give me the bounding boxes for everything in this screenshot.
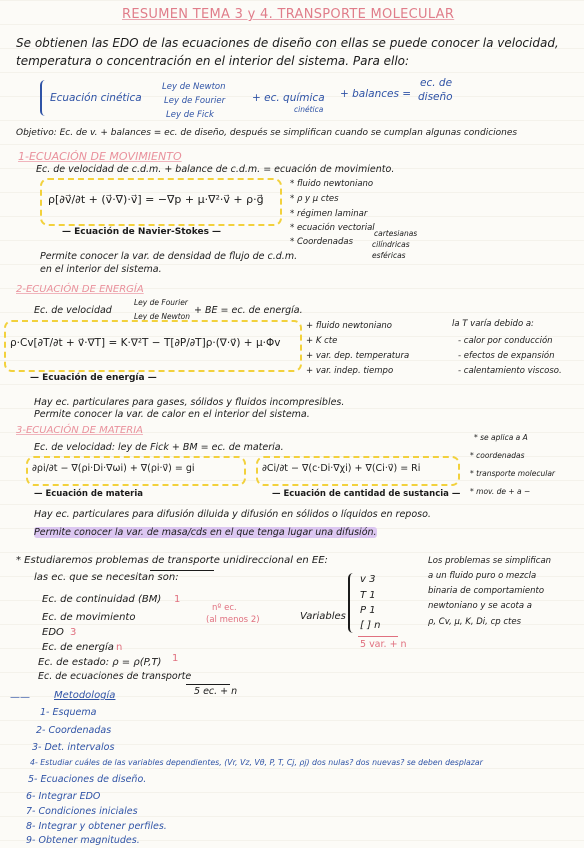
sec1-note-2: en el interior del sistema. — [40, 264, 162, 275]
sec4-var-4: [ ] n — [360, 620, 381, 631]
sec4-simp-2: a un fluido puro o mezcla — [428, 571, 537, 581]
metodologia-dash: —— — [10, 692, 30, 703]
sec4-eq-5-n: 1 — [172, 653, 179, 664]
sec3-side-2: * coordenadas — [470, 451, 525, 460]
sec2-ley-fourier: Ley de Fourier — [134, 298, 188, 307]
sec1-cond-5: * Coordenadas — [290, 237, 354, 247]
intro-cinetica-small: cinética — [294, 105, 324, 114]
sec1-coord-3: esféricas — [372, 251, 406, 260]
intro-ec-quimica: + ec. química — [252, 92, 325, 104]
sec4-eq-3: EDO — [42, 627, 64, 638]
metodologia-step-1: 1- Esquema — [40, 707, 97, 718]
sec3-heading: 3-ECUACIÓN DE MATERIA — [16, 425, 143, 436]
sec4-eq-4-n: n — [116, 642, 123, 653]
sec2-line-post: + BE = ec. de energía. — [194, 305, 303, 316]
sec4-var-total: 5 var. + n — [360, 639, 407, 650]
sec4-las-ec: las ec. que se necesitan son: — [34, 572, 179, 583]
sec1-cond-3: * régimen laminar — [290, 209, 368, 219]
sec4-sol-n: (al menos 2) — [206, 615, 260, 625]
sec2-cond-1: + fluido newtoniano — [306, 321, 393, 331]
sec2-line-pre: Ec. de velocidad — [34, 305, 112, 316]
intro-brace — [40, 80, 50, 116]
sec4-ec-total: 5 ec. + n — [194, 686, 238, 697]
sec4-simp-5: ρ, Cv, μ, K, Di, cp ctes — [428, 617, 522, 627]
sec3-line1: Ec. de velocidad: ley de Fick + BM = ec. de materia. — [34, 442, 284, 453]
intro-objetivo: Objetivo: Ec. de v. + balances = ec. de diseño, después se simplifican cuando se cumplan algunas condiciones — [16, 128, 518, 138]
sec2-cond-2: + K cte — [306, 336, 338, 346]
sec3-note-2-text: Permite conocer la var. de masa/cds en el que tenga lugar una difusión. — [34, 527, 377, 538]
sec2-t-2: - efectos de expansión — [458, 351, 555, 361]
sec4-eq-6: Ec. de ecuaciones de transporte — [38, 671, 192, 682]
metodologia-step-2: 2- Coordenadas — [36, 725, 112, 736]
sec2-t-3: - calentamiento viscoso. — [458, 366, 562, 376]
sec4-variables: Variables — [300, 611, 346, 622]
intro-balances: + balances = — [340, 88, 412, 100]
intro-line-2: temperatura o concentración en el interior del sistema. Para ello: — [16, 54, 410, 68]
sec4-n-ec: nº ec. — [212, 603, 237, 613]
sec1-equation: ρ[∂v⃗/∂t + (v⃗·∇)·v⃗] = −∇p + μ·∇²·v⃗ + ρ·g⃗ — [48, 193, 264, 206]
sec4-eq-5: Ec. de estado: ρ = ρ(P,T) — [38, 657, 162, 668]
sec4-var-3: P 1 — [360, 605, 376, 616]
sec2-t-1: - calor por conducción — [458, 336, 553, 346]
sec3-side-4: * mov. de + a − — [470, 487, 531, 496]
sec4-eq-1-n: 1 — [174, 594, 181, 605]
sec3-eq1: ∂ρi/∂t − ∇(ρi·Di·∇ωi) + ∇(ρi·v⃗) = gi — [32, 463, 195, 474]
sec3-eq1-name: — Ecuación de materia — [34, 489, 143, 499]
sec3-note-2 — [34, 528, 377, 538]
sec1-note-1: Permite conocer la var. de densidad de flujo de c.d.m. — [40, 251, 298, 262]
metodologia-step-6: 6- Integrar EDO — [26, 791, 101, 802]
sec2-ley-newton: Ley de Newton — [134, 312, 191, 321]
sec3-side-1: * se aplica a A — [474, 433, 528, 442]
intro-cinetica: Ecuación cinética — [50, 92, 142, 104]
sec4-eq-3-n: 3 — [70, 627, 77, 638]
sec2-eq-name: — Ecuación de energía — — [30, 373, 157, 383]
sec1-cond-2: * ρ y μ ctes — [290, 194, 339, 204]
sec1-heading: 1-ECUACIÓN DE MOVIMIENTO — [18, 150, 182, 163]
sec4-ec-total-line — [186, 684, 230, 685]
sec4-eq-2: Ec. de movimiento — [42, 612, 136, 623]
intro-ec-diseno-2: diseño — [418, 91, 453, 103]
metodologia-step-9: 9- Obtener magnitudes. — [26, 835, 140, 846]
sec3-note-1: Hay ec. particulares para difusión diluida y difusión en sólidos o líquidos en reposo. — [34, 509, 431, 520]
sec3-eq2: ∂Ci/∂t − ∇(c·Di·∇χi) + ∇(Ci·v⃗) = Ri — [262, 463, 421, 474]
sec4-intro: * Estudiaremos problemas de transporte unidireccional en EE: — [16, 555, 328, 566]
metodologia-step-3: 3- Det. intervalos — [32, 742, 115, 753]
sec2-note-1: Hay ec. particulares para gases, sólidos y fluidos incompresibles. — [34, 397, 345, 408]
metodologia-step-5: 5- Ecuaciones de diseño. — [28, 774, 147, 785]
intro-ley-newton: Ley de Newton — [162, 82, 226, 92]
intro-ley-fick: Ley de Fick — [166, 110, 214, 120]
sec4-var-1: v 3 — [360, 574, 376, 585]
sec1-cond-4: * ecuación vectorial — [290, 223, 375, 233]
sec4-var-total-line — [358, 636, 398, 637]
intro-ley-fourier: Ley de Fourier — [164, 96, 226, 106]
page-title: RESUMEN TEMA 3 y 4. TRANSPORTE MOLECULAR — [122, 7, 455, 22]
metodologia-heading: Metodología — [54, 690, 116, 701]
sec3-eq2-name: — Ecuación de cantidad de sustancia — — [272, 489, 461, 499]
metodologia-step-7: 7- Condiciones iniciales — [26, 806, 138, 817]
sec2-equation: ρ·Cv[∂T/∂t + v⃗·∇T] = K·∇²T − T[∂P/∂T]ρ·(∇·v⃗) + μ·Φv — [10, 337, 281, 349]
sec4-eq-1: Ec. de continuidad (BM) — [42, 594, 162, 605]
sec4-var-2: T 1 — [360, 590, 376, 601]
sec3-side-3: * transporte molecular — [470, 469, 556, 478]
intro-ec-diseno-1: ec. de — [420, 77, 453, 89]
sec1-coord-1: cartesianas — [374, 229, 418, 238]
sec4-simp-1: Los problemas se simplifican — [428, 556, 552, 566]
sec1-eq-name: — Ecuación de Navier-Stokes — — [62, 227, 222, 237]
sec2-cond-3: + var. dep. temperatura — [306, 351, 410, 361]
sec4-simp-4: newtoniano y se acota a — [428, 601, 532, 611]
sec2-heading: 2-ECUACIÓN DE ENERGÍA — [16, 284, 144, 295]
sec1-line1: Ec. de velocidad de c.d.m. + balance de c.d.m. = ecuación de movimiento. — [36, 164, 395, 175]
metodologia-step-4: 4- Estudiar cuáles de las variables dependientes, (Vr, Vz, Vθ, P, T, Cj, ρj) dos nulas? dos nuevas? se deben desplazar — [30, 758, 483, 767]
intro-line-1: Se obtienen las EDO de las ecuaciones de diseño con ellas se puede conocer la velocidad, — [16, 36, 559, 50]
sec4-variables-brace — [348, 573, 358, 633]
sec2-note-2: Permite conocer la var. de calor en el interior del sistema. — [34, 409, 310, 420]
sec2-cond-4: + var. indep. tiempo — [306, 366, 394, 376]
metodologia-step-8: 8- Integrar y obtener perfiles. — [26, 821, 167, 832]
sec1-coord-2: cilíndricas — [372, 240, 410, 249]
sec4-eq-4: Ec. de energía — [42, 642, 114, 653]
sec1-cond-1: * fluido newtoniano — [290, 179, 374, 189]
sec4-simp-3: binaria de comportamiento — [428, 586, 545, 596]
sec2-t-var: la T varía debido a: — [452, 319, 534, 329]
sec4-intro-underline — [150, 570, 214, 571]
